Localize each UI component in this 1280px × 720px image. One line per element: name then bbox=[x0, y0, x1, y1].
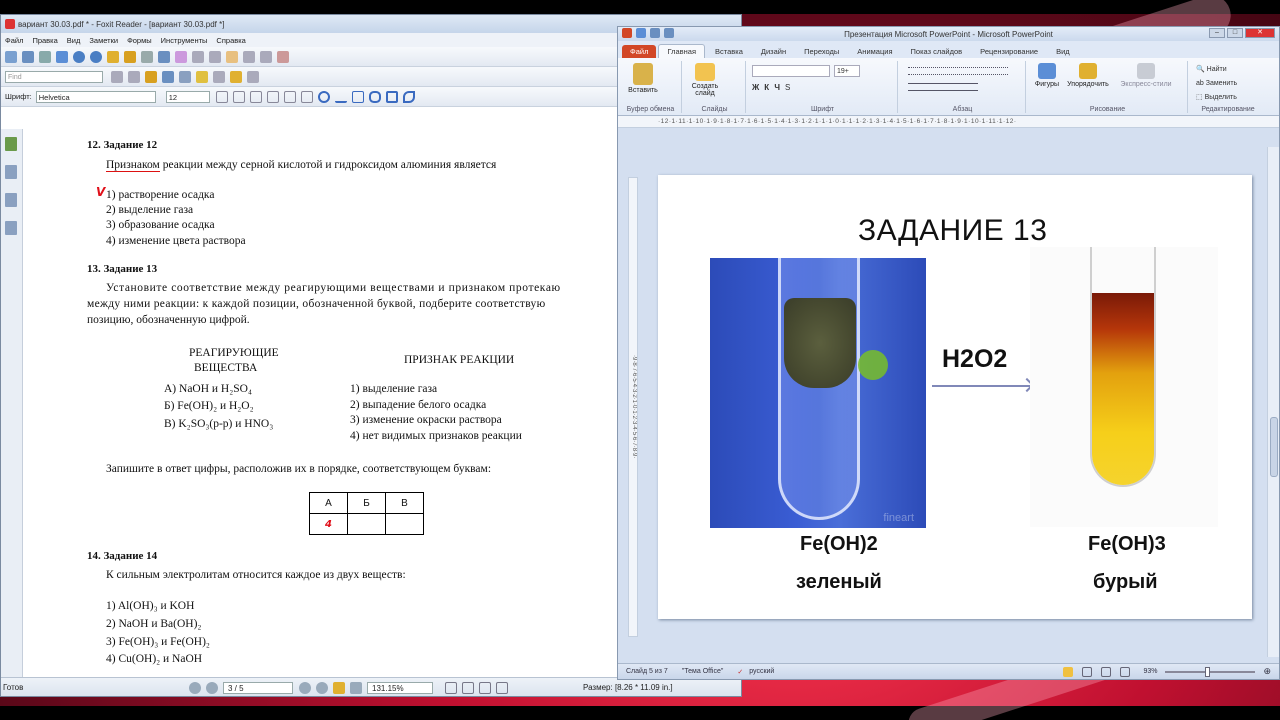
cont-facing-icon[interactable] bbox=[496, 682, 508, 694]
slide-canvas[interactable] bbox=[658, 175, 1252, 619]
test-tube-left bbox=[778, 258, 860, 520]
facing-icon[interactable] bbox=[479, 682, 491, 694]
group-clipboard bbox=[620, 61, 682, 113]
menu-comments[interactable]: Заметки bbox=[89, 35, 119, 45]
language[interactable]: русский bbox=[749, 668, 775, 675]
zoom-level[interactable]: 93% bbox=[1143, 668, 1158, 675]
vertical-ruler: ·9·8·7·6·5·4·3·2·1·0·1·2·3·4·5·6·7·8·9· bbox=[628, 177, 638, 637]
menu-forms[interactable]: Формы bbox=[127, 35, 152, 45]
green-sludge bbox=[784, 298, 856, 388]
find-input[interactable]: Find bbox=[5, 71, 103, 83]
zoom-out-icon[interactable] bbox=[192, 51, 204, 63]
pdf-page bbox=[24, 129, 618, 687]
q14-option-2: 2) NaOH и Ba(OH)₂ bbox=[106, 618, 202, 630]
tab-view[interactable]: Вид bbox=[1056, 47, 1070, 56]
list-buttons[interactable] bbox=[908, 67, 1008, 75]
redo-icon[interactable] bbox=[141, 51, 153, 63]
window-controls bbox=[1209, 28, 1275, 38]
group-font-label: Шрифт bbox=[810, 106, 835, 113]
powerpoint-window bbox=[617, 26, 1280, 680]
bookmarks-icon[interactable] bbox=[5, 137, 17, 151]
theme-name: "Тема Office" bbox=[681, 668, 724, 675]
group-font bbox=[748, 61, 898, 113]
q13-text-line-2: между ними реакции: к каждой позиции, обозначенной буквой, подберите соответствую bbox=[87, 298, 546, 310]
prev-page-icon[interactable] bbox=[206, 682, 218, 694]
answer-table bbox=[309, 492, 424, 535]
qat-undo-icon[interactable] bbox=[650, 28, 660, 38]
bold-icon[interactable] bbox=[216, 91, 228, 103]
photo-watermark: fineart bbox=[883, 512, 914, 524]
zoom-slider[interactable] bbox=[1165, 671, 1255, 673]
q14-text: К сильным электролитам относится каждое из двух веществ: bbox=[106, 569, 406, 581]
group-editing-label: Редактирование bbox=[1201, 106, 1255, 113]
paste-icon bbox=[633, 63, 653, 85]
tab-design[interactable]: Дизайн bbox=[760, 47, 787, 56]
group-clipboard-label: Буфер обмена bbox=[626, 106, 675, 113]
answer-cell-v[interactable] bbox=[386, 514, 424, 535]
font-format-buttons[interactable]: ЖКЧS bbox=[752, 83, 796, 92]
reaction-arrow bbox=[932, 385, 1030, 387]
tab-review[interactable]: Рецензирование bbox=[980, 47, 1039, 56]
shapes-button[interactable]: Фигуры bbox=[1032, 63, 1062, 88]
quick-styles-button[interactable]: Экспресс-стили bbox=[1116, 63, 1176, 88]
tab-home[interactable]: Главная bbox=[658, 44, 705, 58]
replace-button[interactable]: ab Заменить bbox=[1196, 80, 1238, 87]
status-ready: Готов bbox=[3, 683, 24, 692]
zoom-plus-icon[interactable] bbox=[209, 51, 221, 63]
single-page-icon[interactable] bbox=[445, 682, 457, 694]
page-icon[interactable] bbox=[175, 51, 187, 63]
arrange-icon bbox=[1079, 63, 1097, 79]
polygon-tool-icon[interactable] bbox=[386, 91, 398, 103]
group-slides bbox=[684, 61, 746, 113]
next-page-icon[interactable] bbox=[299, 682, 311, 694]
typewriter-icon[interactable] bbox=[277, 51, 289, 63]
test-tube-right bbox=[1090, 247, 1156, 487]
arrow-tool-icon[interactable] bbox=[335, 91, 347, 103]
continuous-icon[interactable] bbox=[462, 682, 474, 694]
snapshot-icon[interactable] bbox=[260, 51, 272, 63]
comment-icon[interactable] bbox=[247, 71, 259, 83]
menu-tools[interactable]: Инструменты bbox=[160, 35, 208, 45]
slide-title: ЗАДАНИЕ 13 bbox=[858, 214, 1048, 247]
left-color-label: зеленый bbox=[796, 571, 882, 593]
fit-to-window-icon[interactable]: ⊕ bbox=[1263, 666, 1271, 676]
q12-option-1: 1) растворение осадка bbox=[106, 189, 215, 201]
tab-slideshow[interactable]: Показ слайдов bbox=[910, 47, 963, 56]
horizontal-ruler: ·12·1·11·1·10·1·9·1·8·1·7·1·6·1·5·1·4·1·3·1·2·1·1·1·0·1·1·1·2·1·3·1·4·1·5·1·6·1·7·1·8·1·9·1·10·1·11·1·12· bbox=[618, 116, 1279, 128]
open-icon[interactable] bbox=[5, 51, 17, 63]
brown-precipitate-photo bbox=[1030, 247, 1218, 527]
last-page-icon[interactable] bbox=[316, 682, 328, 694]
table-head-v: В bbox=[386, 493, 424, 514]
q14-option-1: 1) Al(OH)₃ и KOH bbox=[106, 600, 195, 612]
answer-instruction: Запишите в ответ цифры, расположив их в порядке, соответствующем буквам: bbox=[106, 463, 492, 475]
ppt-title-bar bbox=[618, 27, 1279, 41]
brown-liquid bbox=[1092, 293, 1154, 487]
find-next-icon[interactable] bbox=[128, 71, 140, 83]
left-formula: Fe(OH)2 bbox=[800, 533, 878, 555]
q14-option-4: 4) Cu(OH)₂ и NaOH bbox=[106, 653, 203, 665]
hand-icon[interactable] bbox=[226, 51, 238, 63]
zoom-in-icon[interactable] bbox=[158, 51, 170, 63]
normal-view-icon[interactable] bbox=[1063, 667, 1073, 677]
align-center-icon[interactable] bbox=[284, 91, 296, 103]
answer-cell-b[interactable] bbox=[348, 514, 386, 535]
close-button[interactable]: ✕ bbox=[1245, 28, 1275, 38]
group-paragraph-label: Абзац bbox=[952, 106, 973, 113]
tab-insert[interactable]: Вставка bbox=[715, 47, 743, 56]
foxit-app-icon bbox=[5, 19, 15, 29]
tab-transitions[interactable]: Переходы bbox=[804, 47, 840, 56]
col1-item-b: Б) Fe(OH)₂ и H₂O₂ bbox=[164, 400, 254, 412]
cloud-tool-icon[interactable] bbox=[403, 91, 415, 103]
new-slide-button[interactable]: Создать слайд bbox=[688, 63, 722, 97]
scroll-thumb[interactable] bbox=[1270, 417, 1278, 477]
q12-keyword: Признаком bbox=[106, 159, 160, 171]
shapes-icon bbox=[1038, 63, 1056, 79]
col1-header-1: РЕАГИРУЮЩИЕ bbox=[189, 347, 279, 359]
group-editing bbox=[1192, 61, 1264, 113]
ppt-app-icon bbox=[622, 28, 632, 38]
forward-icon[interactable] bbox=[90, 51, 102, 63]
vertical-scrollbar[interactable] bbox=[1267, 147, 1279, 657]
q14-heading: 14. Задание 14 bbox=[87, 550, 158, 562]
circle-tool-icon[interactable] bbox=[318, 91, 330, 103]
foxit-window-title: вариант 30.03.pdf * - Foxit Reader - [вариант 30.03.pdf *] bbox=[18, 19, 225, 29]
page-number-field[interactable]: 3 / 5 bbox=[223, 682, 293, 694]
navigation-panel bbox=[1, 129, 23, 689]
q13-text-line-1: Установите соответствие между реагирующими веществами и признаком протекаю bbox=[106, 282, 561, 294]
back-icon[interactable] bbox=[73, 51, 85, 63]
q13-heading: 13. Задание 13 bbox=[87, 263, 158, 275]
minimize-button[interactable]: – bbox=[1209, 28, 1225, 38]
q12-text-rest: реакции между серной кислотой и гидроксидом алюминия является bbox=[159, 159, 497, 171]
spellcheck-icon[interactable]: ✓ bbox=[737, 668, 744, 676]
new-slide-icon bbox=[695, 63, 715, 81]
group-paragraph bbox=[900, 61, 1026, 113]
menu-help[interactable]: Справка bbox=[216, 35, 246, 45]
q13-text-line-3: позицию, обозначенную цифрой. bbox=[87, 314, 250, 326]
answer-cell-a[interactable]: 4 bbox=[310, 514, 348, 535]
ppt-window-title: Презентация Microsoft PowerPoint - Microsoft PowerPoint bbox=[844, 29, 1053, 39]
zoom-out-status-icon[interactable] bbox=[350, 682, 362, 694]
save-icon[interactable] bbox=[22, 51, 34, 63]
right-color-label: бурый bbox=[1093, 571, 1158, 593]
font-label: Шрифт: bbox=[5, 92, 32, 101]
quick-styles-icon bbox=[1137, 63, 1155, 79]
quick-access-toolbar bbox=[622, 28, 674, 38]
attachments-icon[interactable] bbox=[5, 221, 17, 235]
qat-save-icon[interactable] bbox=[636, 28, 646, 38]
col2-header: ПРИЗНАК РЕАКЦИИ bbox=[404, 354, 515, 366]
reagent-label: H2O2 bbox=[942, 345, 1008, 373]
group-slides-label: Слайды bbox=[701, 106, 728, 113]
table-head-b: Б bbox=[348, 493, 386, 514]
green-precipitate-photo bbox=[710, 258, 926, 528]
go-back-icon[interactable] bbox=[333, 682, 345, 694]
tab-file[interactable]: Файл bbox=[622, 45, 656, 58]
select-text-icon[interactable] bbox=[243, 51, 255, 63]
underline-icon[interactable] bbox=[250, 91, 262, 103]
zoom-field[interactable]: 131.15% bbox=[367, 682, 433, 694]
q12-option-2: 2) выделение газа bbox=[106, 204, 194, 216]
sorter-view-icon[interactable] bbox=[1082, 667, 1092, 677]
group-drawing bbox=[1028, 61, 1188, 113]
q14-option-3: 3) Fe(OH)₃ и Fe(OH)₂ bbox=[106, 636, 210, 648]
page-size-label: Размер: [8.26 * 11.09 in.] bbox=[583, 683, 673, 692]
layers-icon[interactable] bbox=[5, 193, 17, 207]
font-family-box[interactable] bbox=[752, 65, 830, 77]
group-drawing-label: Рисование bbox=[1089, 106, 1126, 113]
folder-icon[interactable] bbox=[107, 51, 119, 63]
paste-button[interactable]: Вставить bbox=[626, 63, 660, 94]
editing-buttons bbox=[1196, 63, 1237, 105]
font-size-select[interactable]: 12 bbox=[166, 91, 210, 103]
qat-redo-icon[interactable] bbox=[664, 28, 674, 38]
find-button[interactable]: 🔍 Найти bbox=[1196, 66, 1227, 73]
text-tool-icon[interactable] bbox=[162, 71, 174, 83]
q12-heading: 12. Задание 12 bbox=[87, 139, 158, 151]
font-size-box[interactable]: 19+ bbox=[834, 65, 860, 77]
menu-edit[interactable]: Правка bbox=[32, 35, 58, 45]
col1-header-2: ВЕЩЕСТВА bbox=[194, 362, 258, 374]
font-name-select[interactable]: Helvetica bbox=[36, 91, 156, 103]
italic-icon[interactable] bbox=[233, 91, 245, 103]
first-page-icon[interactable] bbox=[189, 682, 201, 694]
find-prev-icon[interactable] bbox=[111, 71, 123, 83]
mouse-pointer-highlight bbox=[858, 350, 888, 380]
reading-view-icon[interactable] bbox=[1101, 667, 1111, 677]
attach-icon[interactable] bbox=[145, 71, 157, 83]
select-button[interactable]: ⬚ Выделить bbox=[1196, 94, 1237, 101]
note-icon[interactable] bbox=[179, 71, 191, 83]
ppt-status-bar bbox=[618, 663, 1280, 679]
foxit-status-bar bbox=[1, 677, 742, 697]
rect-tool-icon[interactable] bbox=[352, 91, 364, 103]
ribbon-tabs bbox=[618, 41, 1279, 58]
pencil-icon[interactable] bbox=[230, 71, 242, 83]
pages-icon[interactable] bbox=[5, 165, 17, 179]
slideshow-view-icon[interactable] bbox=[1120, 667, 1130, 677]
col2-item-3: 3) изменение окраски раствора bbox=[350, 414, 502, 426]
undo-icon[interactable] bbox=[124, 51, 136, 63]
email-icon[interactable] bbox=[56, 51, 68, 63]
q12-option-4: 4) изменение цвета раствора bbox=[106, 235, 246, 247]
col1-item-v: В) K₂SO₃(р-р) и HNO₃ bbox=[164, 418, 274, 430]
right-formula: Fe(OH)3 bbox=[1088, 533, 1166, 555]
handwritten-check: V bbox=[96, 185, 106, 199]
arrange-button[interactable]: Упорядочить bbox=[1064, 63, 1112, 88]
tab-animations[interactable]: Анимация bbox=[857, 47, 893, 56]
oval-tool-icon[interactable] bbox=[369, 91, 381, 103]
slide-count: Слайд 5 из 7 bbox=[626, 668, 668, 675]
q12-option-3: 3) образование осадка bbox=[106, 219, 215, 231]
highlight-icon[interactable] bbox=[196, 71, 208, 83]
stamp-icon[interactable] bbox=[213, 71, 225, 83]
q12-text bbox=[106, 159, 496, 171]
align-buttons[interactable] bbox=[908, 83, 978, 91]
col2-item-2: 2) выпадение белого осадка bbox=[350, 399, 487, 411]
col2-item-4: 4) нет видимых признаков реакции bbox=[350, 430, 522, 442]
print-icon[interactable] bbox=[39, 51, 51, 63]
zoom-slider-thumb[interactable] bbox=[1205, 667, 1210, 677]
menu-file[interactable]: Файл bbox=[5, 35, 24, 45]
menu-view[interactable]: Вид bbox=[66, 35, 81, 45]
maximize-button[interactable]: □ bbox=[1227, 28, 1243, 38]
align-right-icon[interactable] bbox=[301, 91, 313, 103]
col1-item-a: А) NaOH и H₂SO₄ bbox=[164, 383, 252, 395]
table-head-a: А bbox=[310, 493, 348, 514]
ribbon-home bbox=[618, 58, 1279, 116]
col2-item-1: 1) выделение газа bbox=[350, 383, 438, 395]
view-buttons bbox=[1063, 667, 1135, 677]
align-left-icon[interactable] bbox=[267, 91, 279, 103]
